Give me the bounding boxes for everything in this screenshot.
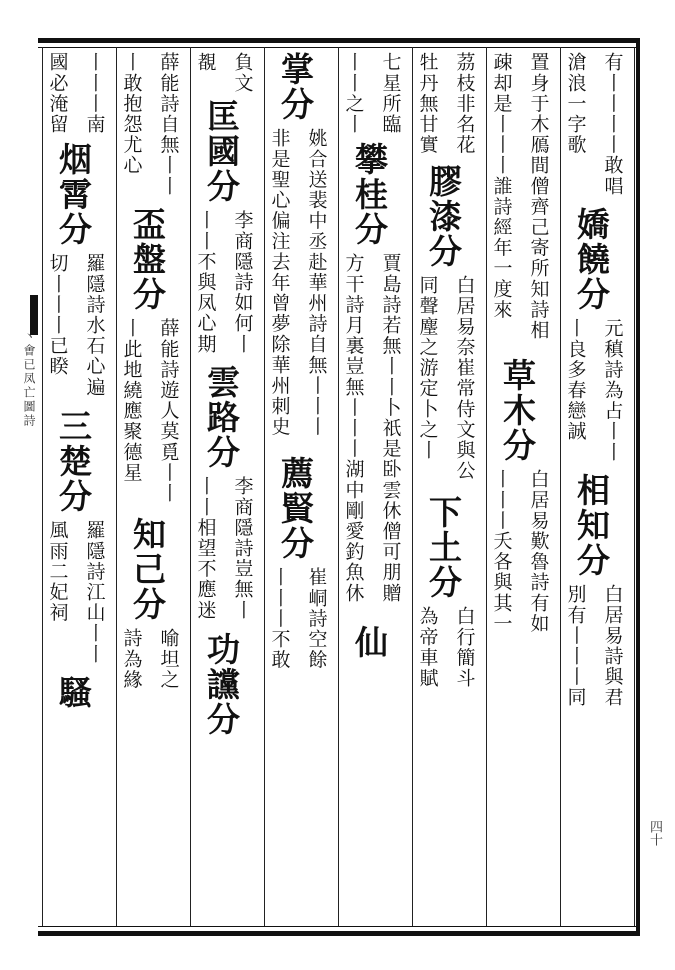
heading-text: 攀桂分: [350, 142, 389, 248]
annotation-text: 李商隱詩豈無丨: [231, 476, 254, 621]
heading-text: 薦賢分: [276, 456, 315, 561]
heading-text: 知己分: [128, 516, 167, 622]
gutter-bar: [30, 295, 38, 335]
annotation-text: 姚合送裴中丞赴華州詩自無丨丨丨: [305, 128, 328, 437]
annotation-text: 丨敢抱怨尤心: [120, 52, 143, 176]
annotation-text: 丨丨之丨: [342, 52, 365, 135]
heading-text: 匡國分: [202, 99, 241, 205]
annotation-text: 切丨丨丨已睽: [46, 253, 69, 377]
text-column: [560, 52, 634, 924]
gutter-text: 丶㑹已凤亡圖詩: [22, 330, 36, 428]
text-column: [264, 52, 338, 924]
heading-text: 掌分: [276, 52, 315, 122]
heading-text: 相知分: [572, 473, 611, 579]
annotation-text: 賈島詩若無丨丨卜祇是卧雲休僧可朋贈: [379, 253, 402, 604]
heading-text: 膠漆分: [424, 164, 463, 269]
inner-bottom-rule: [38, 926, 638, 927]
annotation-text: 疎却是丨丨丨誰詩經年一度來: [490, 52, 513, 320]
heading-text: 下土分: [424, 495, 463, 600]
text-column: [412, 52, 486, 924]
annotation-text: 茘枝非名花: [453, 52, 476, 155]
annotation-text: 薛能詩遊人莫覓丨丨: [157, 318, 180, 504]
annotation-text: 牡丹無甘實: [416, 52, 439, 155]
annotation-text: 有丨丨丨丨敢唱: [601, 52, 624, 197]
heading-text: 三楚分: [54, 408, 93, 514]
heading-text: 功讜分: [202, 631, 241, 737]
annotation-text: 羅隱詩江山丨丨: [83, 519, 106, 664]
text-column: [116, 52, 190, 924]
heading-text: 草木分: [498, 358, 537, 464]
annotation-text: 國必淹留: [46, 52, 69, 135]
text-column: [338, 52, 412, 924]
heading-text: 仙: [350, 624, 389, 660]
annotation-text: 置身于木鴈間僧齊己寄所知詩相: [527, 52, 550, 341]
heading-text: 烟霄分: [54, 142, 93, 248]
column-rule: [634, 47, 635, 926]
annotation-text: 詩為緣: [120, 627, 143, 690]
annotation-text: 崔峒詩空餘: [305, 567, 328, 670]
annotation-text: 丨丨丨南: [83, 52, 106, 135]
annotation-text: 丨丨不與凤心期: [194, 210, 217, 355]
annotation-text: 丨丨丨夭各與其一: [490, 469, 513, 635]
annotation-text: 負文: [231, 52, 254, 94]
annotation-text: 白行簡斗: [453, 606, 476, 689]
annotation-text: 同聲麈之游定卜之丨: [416, 275, 439, 461]
annotation-text: 李商隱詩如何丨: [231, 210, 254, 355]
annotation-text: 別有丨丨丨同: [564, 584, 587, 708]
annotation-text: 丨丨丨不敢: [268, 567, 291, 670]
annotation-text: 羅隱詩水石心遍: [83, 253, 106, 398]
text-column: [190, 52, 264, 924]
gutter: [0, 0, 38, 970]
text-column: [42, 52, 116, 924]
annotation-text: 丨此地繞應聚德星: [120, 318, 143, 483]
page-number: 四十: [647, 820, 662, 846]
annotation-text: 覩: [194, 52, 217, 73]
annotation-text: 元稹詩為占丨丨: [601, 318, 624, 463]
heading-text: 嬌饒分: [572, 207, 611, 313]
annotation-text: 白居易歎魯詩有如: [527, 469, 550, 635]
annotation-text: 丨丨相望不應迷: [194, 476, 217, 621]
annotation-text: 薛能詩自無丨丨: [157, 52, 180, 197]
annotation-text: 非是聖心偏注去年曾夢除華州刺史: [268, 128, 291, 437]
annotation-text: 丨良多春戀誠: [564, 318, 587, 442]
annotation-text: 滄浪一字歌: [564, 52, 587, 155]
heading-text: 盃盤分: [128, 207, 167, 313]
heading-text: 雲路分: [202, 365, 241, 471]
annotation-text: 方干詩月裏豈無丨丨丨湖中剛愛釣魚休: [342, 253, 365, 604]
text-column: [486, 52, 560, 924]
annotation-text: 為帝車賦: [416, 606, 439, 689]
annotation-text: 七星所臨: [379, 52, 402, 135]
heading-text: 騷: [54, 674, 93, 710]
annotation-text: 白居易詩與君: [601, 584, 624, 708]
annotation-text: 白居易奈崔常侍文與公: [453, 275, 476, 481]
annotation-text: 喻坦之: [157, 627, 180, 690]
annotation-text: 風雨二妃祠: [46, 519, 69, 623]
